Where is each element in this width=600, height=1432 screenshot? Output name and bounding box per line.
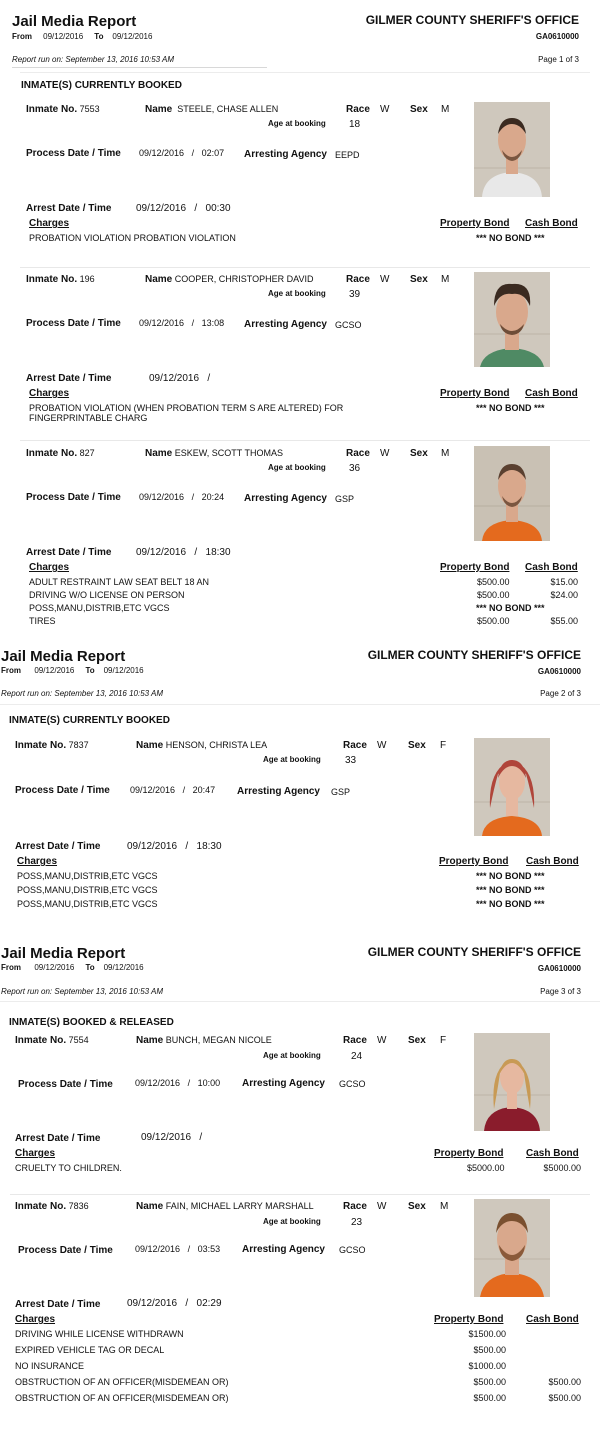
race-value: W <box>380 104 390 115</box>
age-label: Age at booking <box>268 119 326 128</box>
cash-bond-label: Cash Bond <box>525 562 578 573</box>
to-label: To <box>85 963 95 972</box>
inmate-name <box>145 274 313 285</box>
arrest-label: Arrest Date / Time <box>15 1133 101 1144</box>
race-value: W <box>380 274 390 285</box>
process-label: Process Date / Time <box>26 148 121 159</box>
mugshot-photo <box>474 1033 550 1131</box>
age-label: Age at booking <box>268 289 326 298</box>
sex-value: M <box>441 274 450 285</box>
from-date: 09/12/2016 <box>43 32 84 41</box>
cash-bond-label: Cash Bond <box>526 1148 579 1159</box>
arrest-time: 18:30 <box>205 547 231 558</box>
date-range <box>1 666 144 675</box>
inmate-number <box>15 1201 89 1212</box>
slash: / <box>187 1244 191 1254</box>
cash-bond: $5000.00 <box>543 1163 581 1173</box>
inmate-number <box>15 740 89 751</box>
age-value: 23 <box>351 1217 363 1228</box>
process-datetime <box>130 785 215 795</box>
sex-label: Sex <box>410 274 428 285</box>
process-date: 09/12/2016 <box>139 492 185 502</box>
date-range <box>12 32 152 41</box>
section-divider <box>0 704 600 705</box>
process-time: 03:53 <box>197 1244 221 1254</box>
agency-label: Arresting Agency <box>244 149 327 160</box>
inmate-name <box>145 104 278 115</box>
process-datetime <box>135 1078 220 1088</box>
slash: / <box>182 785 186 795</box>
property-bond: $500.00 <box>477 590 510 600</box>
sex-value: F <box>440 1035 447 1046</box>
charge-text: OBSTRUCTION OF AN OFFICER(MISDEMEAN OR) <box>15 1377 229 1387</box>
no-bond: *** NO BOND *** <box>476 233 545 243</box>
property-bond: $500.00 <box>477 616 510 626</box>
race-label: Race <box>343 1035 367 1046</box>
slash: / <box>194 547 198 558</box>
race-label: Race <box>343 1201 367 1212</box>
arrest-datetime <box>141 1132 211 1143</box>
race-label: Race <box>346 448 370 459</box>
race-label: Race <box>346 104 370 115</box>
race-value: W <box>380 448 390 459</box>
arrest-label: Arrest Date / Time <box>26 547 112 558</box>
age-value: 39 <box>349 289 361 300</box>
name-value: HENSON, CHRISTA LEA <box>165 740 268 750</box>
property-bond: $5000.00 <box>467 1163 505 1173</box>
from-label: From <box>1 963 21 972</box>
inmate-name <box>136 740 267 751</box>
mugshot-image <box>474 738 550 836</box>
inmate-no-label: Inmate No. <box>15 1035 67 1046</box>
page-number: Page 3 of 3 <box>540 987 581 996</box>
slash: / <box>207 373 211 384</box>
charge-text: ADULT RESTRAINT LAW SEAT BELT 18 AN <box>29 577 210 587</box>
cash-bond-label: Cash Bond <box>526 856 579 867</box>
process-time: 20:24 <box>201 492 225 502</box>
inmate-number <box>26 448 95 459</box>
race-label: Race <box>346 274 370 285</box>
charges-label: Charges <box>29 388 70 399</box>
inmate-no-value: 7837 <box>68 740 89 750</box>
cash-bond-label: Cash Bond <box>525 218 578 229</box>
page-number: Page 1 of 3 <box>538 55 579 64</box>
arrest-date: 09/12/2016 <box>136 203 187 214</box>
from-label: From <box>1 666 21 675</box>
arrest-datetime <box>136 203 231 214</box>
cash-bond-label: Cash Bond <box>526 1314 579 1325</box>
agency-value: GCSO <box>335 320 362 330</box>
charge-text: PROBATION VIOLATION PROBATION VIOLATION <box>29 233 236 243</box>
agency-label: Arresting Agency <box>242 1244 325 1255</box>
sex-label: Sex <box>408 1035 426 1046</box>
process-datetime <box>139 492 224 502</box>
no-bond: *** NO BOND *** <box>476 403 545 413</box>
arrest-datetime <box>127 841 222 852</box>
name-label: Name <box>145 104 173 115</box>
property-bond-label: Property Bond <box>440 218 510 229</box>
no-bond: *** NO BOND *** <box>476 603 545 613</box>
from-label: From <box>12 32 32 41</box>
mugshot-image <box>474 102 550 197</box>
section-divider <box>20 72 590 73</box>
sex-value: M <box>441 104 450 115</box>
cash-bond: $55.00 <box>550 616 578 626</box>
charge-text: POSS,MANU,DISTRIB,ETC VGCS <box>17 899 158 909</box>
sex-label: Sex <box>410 104 428 115</box>
agency-name: GILMER COUNTY SHERIFF'S OFFICE <box>367 648 581 662</box>
process-label: Process Date / Time <box>18 1245 113 1256</box>
section-title: INMATE(S) CURRENTLY BOOKED <box>21 80 182 91</box>
report-title: Jail Media Report <box>1 648 126 665</box>
inmate-name <box>145 448 283 459</box>
age-value: 36 <box>349 463 361 474</box>
arrest-datetime <box>127 1298 222 1309</box>
agency-value: GSP <box>331 787 351 797</box>
slash: / <box>199 1132 203 1143</box>
property-bond-label: Property Bond <box>440 562 510 573</box>
charge-text: OBSTRUCTION OF AN OFFICER(MISDEMEAN OR) <box>15 1393 229 1403</box>
agency-code: GA0610000 <box>537 964 581 973</box>
from-date: 09/12/2016 <box>34 963 75 972</box>
charges-label: Charges <box>29 562 70 573</box>
arrest-time: 00:30 <box>205 203 231 214</box>
charge-text: POSS,MANU,DISTRIB,ETC VGCS <box>29 603 170 613</box>
mugshot-photo <box>474 446 550 541</box>
section-divider <box>0 1001 600 1002</box>
agency-label: Arresting Agency <box>244 319 327 330</box>
race-value: W <box>377 1201 387 1212</box>
arrest-date: 09/12/2016 <box>141 1132 192 1143</box>
process-label: Process Date / Time <box>18 1079 113 1090</box>
charges-label: Charges <box>15 1314 56 1325</box>
arrest-date: 09/12/2016 <box>136 547 187 558</box>
mugshot-image <box>474 1199 550 1297</box>
age-value: 18 <box>349 119 361 130</box>
process-time: 10:00 <box>197 1078 221 1088</box>
agency-label: Arresting Agency <box>244 493 327 504</box>
section-title: INMATE(S) CURRENTLY BOOKED <box>9 715 170 726</box>
header-divider <box>12 67 267 68</box>
to-label: To <box>94 32 104 41</box>
arrest-datetime <box>149 373 219 384</box>
inmate-no-label: Inmate No. <box>26 274 78 285</box>
name-label: Name <box>145 274 173 285</box>
race-value: W <box>377 740 387 751</box>
slash: / <box>194 203 198 214</box>
no-bond: *** NO BOND *** <box>476 885 545 895</box>
agency-code: GA0610000 <box>535 32 579 41</box>
cash-bond: $500.00 <box>548 1393 581 1403</box>
record-divider <box>10 1194 590 1195</box>
property-bond: $500.00 <box>473 1393 506 1403</box>
charge-text: DRIVING W/O LICENSE ON PERSON <box>29 590 185 600</box>
charges-label: Charges <box>29 218 70 229</box>
charge-text: TIRES <box>29 616 56 626</box>
slash: / <box>185 1298 189 1309</box>
process-datetime <box>139 148 224 158</box>
inmate-number <box>15 1035 89 1046</box>
agency-value: EEPD <box>335 150 360 160</box>
sex-label: Sex <box>408 1201 426 1212</box>
mugshot-photo <box>474 1199 550 1297</box>
process-date: 09/12/2016 <box>139 318 185 328</box>
agency-code: GA0610000 <box>537 667 581 676</box>
slash: / <box>185 841 189 852</box>
agency-value: GCSO <box>339 1079 366 1089</box>
inmate-no-value: 7836 <box>68 1201 89 1211</box>
inmate-no-label: Inmate No. <box>15 740 67 751</box>
mugshot-photo <box>474 102 550 197</box>
inmate-number <box>26 104 100 115</box>
sex-value: F <box>440 740 447 751</box>
process-time: 13:08 <box>201 318 225 328</box>
agency-name: GILMER COUNTY SHERIFF'S OFFICE <box>365 13 579 27</box>
to-date: 09/12/2016 <box>112 32 153 41</box>
property-bond-label: Property Bond <box>434 1148 504 1159</box>
report-title: Jail Media Report <box>12 13 137 30</box>
charge-text: FINGERPRINTABLE CHARG <box>29 413 148 423</box>
property-bond: $1000.00 <box>468 1361 506 1371</box>
process-label: Process Date / Time <box>15 785 110 796</box>
inmate-no-value: 7554 <box>68 1035 89 1045</box>
cash-bond: $24.00 <box>550 590 578 600</box>
age-value: 33 <box>345 755 357 766</box>
report-run-line: Report run on: September 13, 2016 10:53 AM <box>12 55 175 64</box>
cash-bond-label: Cash Bond <box>525 388 578 399</box>
age-value: 24 <box>351 1051 363 1062</box>
mugshot-photo <box>474 738 550 836</box>
sex-label: Sex <box>408 740 426 751</box>
name-label: Name <box>136 1201 164 1212</box>
process-date: 09/12/2016 <box>135 1244 181 1254</box>
race-label: Race <box>343 740 367 751</box>
inmate-number <box>26 274 95 285</box>
charge-text: POSS,MANU,DISTRIB,ETC VGCS <box>17 885 158 895</box>
report-page-1 <box>0 0 600 640</box>
page-number: Page 2 of 3 <box>540 689 581 698</box>
process-label: Process Date / Time <box>26 492 121 503</box>
name-value: ESKEW, SCOTT THOMAS <box>174 448 283 458</box>
name-label: Name <box>136 1035 164 1046</box>
inmate-no-value: 7553 <box>79 104 100 114</box>
name-value: FAIN, MICHAEL LARRY MARSHALL <box>165 1201 314 1211</box>
report-page-2 <box>0 640 600 940</box>
arrest-label: Arrest Date / Time <box>26 203 112 214</box>
process-datetime <box>139 318 224 328</box>
agency-label: Arresting Agency <box>242 1078 325 1089</box>
property-bond: $500.00 <box>473 1345 506 1355</box>
name-value: BUNCH, MEGAN NICOLE <box>165 1035 272 1045</box>
mugshot-photo <box>474 272 550 367</box>
charge-text: PROBATION VIOLATION (WHEN PROBATION TERM S ARE ALTERED) FOR <box>29 403 344 413</box>
from-date: 09/12/2016 <box>34 666 75 675</box>
name-value: STEELE, CHASE ALLEN <box>177 104 279 114</box>
process-time: 02:07 <box>201 148 225 158</box>
inmate-no-label: Inmate No. <box>26 104 78 115</box>
race-value: W <box>377 1035 387 1046</box>
charge-text: DRIVING WHILE LICENSE WITHDRAWN <box>15 1329 184 1339</box>
date-range <box>1 963 144 972</box>
property-bond-label: Property Bond <box>434 1314 504 1325</box>
property-bond: $1500.00 <box>468 1329 506 1339</box>
slash: / <box>191 318 195 328</box>
arrest-label: Arrest Date / Time <box>26 373 112 384</box>
slash: / <box>191 492 195 502</box>
inmate-name <box>136 1201 314 1212</box>
name-label: Name <box>145 448 173 459</box>
sex-value: M <box>441 448 450 459</box>
agency-name: GILMER COUNTY SHERIFF'S OFFICE <box>367 945 581 959</box>
section-title: INMATE(S) BOOKED & RELEASED <box>9 1017 174 1028</box>
arrest-date: 09/12/2016 <box>127 841 178 852</box>
property-bond-label: Property Bond <box>440 388 510 399</box>
process-date: 09/12/2016 <box>139 148 185 158</box>
arrest-label: Arrest Date / Time <box>15 1299 101 1310</box>
charge-text: EXPIRED VEHICLE TAG OR DECAL <box>15 1345 165 1355</box>
charge-text: NO INSURANCE <box>15 1361 85 1371</box>
age-label: Age at booking <box>263 1217 321 1226</box>
inmate-no-label: Inmate No. <box>26 448 78 459</box>
slash: / <box>191 148 195 158</box>
arrest-date: 09/12/2016 <box>127 1298 178 1309</box>
arrest-time: 02:29 <box>196 1298 222 1309</box>
arrest-date: 09/12/2016 <box>149 373 200 384</box>
property-bond: $500.00 <box>473 1377 506 1387</box>
arrest-label: Arrest Date / Time <box>15 841 101 852</box>
to-label: To <box>85 666 95 675</box>
mugshot-image <box>474 272 550 367</box>
age-label: Age at booking <box>263 755 321 764</box>
record-divider <box>20 440 590 441</box>
mugshot-image <box>474 1033 550 1131</box>
agency-value: GCSO <box>339 1245 366 1255</box>
inmate-no-label: Inmate No. <box>15 1201 67 1212</box>
report-page-3 <box>0 937 600 1432</box>
agency-label: Arresting Agency <box>237 786 320 797</box>
process-label: Process Date / Time <box>26 318 121 329</box>
cash-bond: $15.00 <box>550 577 578 587</box>
report-run-line: Report run on: September 13, 2016 10:53 AM <box>1 689 164 698</box>
name-value: COOPER, CHRISTOPHER DAVID <box>174 274 314 284</box>
cash-bond: $500.00 <box>548 1377 581 1387</box>
process-datetime <box>135 1244 220 1254</box>
agency-value: GSP <box>335 494 355 504</box>
report-run-line: Report run on: September 13, 2016 10:53 AM <box>1 987 164 996</box>
process-date: 09/12/2016 <box>135 1078 181 1088</box>
charges-label: Charges <box>15 1148 56 1159</box>
inmate-no-value: 196 <box>79 274 95 284</box>
arrest-datetime <box>136 547 231 558</box>
process-time: 20:47 <box>192 785 216 795</box>
report-title: Jail Media Report <box>1 945 126 962</box>
property-bond: $500.00 <box>477 577 510 587</box>
arrest-time: 18:30 <box>196 841 222 852</box>
record-divider <box>20 267 590 268</box>
inmate-no-value: 827 <box>79 448 95 458</box>
no-bond: *** NO BOND *** <box>476 871 545 881</box>
charge-text: CRUELTY TO CHILDREN. <box>15 1163 122 1173</box>
no-bond: *** NO BOND *** <box>476 899 545 909</box>
inmate-name <box>136 1035 272 1046</box>
to-date: 09/12/2016 <box>103 666 144 675</box>
mugshot-image <box>474 446 550 541</box>
sex-value: M <box>440 1201 449 1212</box>
charge-text: POSS,MANU,DISTRIB,ETC VGCS <box>17 871 158 881</box>
property-bond-label: Property Bond <box>439 856 509 867</box>
process-date: 09/12/2016 <box>130 785 176 795</box>
age-label: Age at booking <box>263 1051 321 1060</box>
slash: / <box>187 1078 191 1088</box>
to-date: 09/12/2016 <box>103 963 144 972</box>
age-label: Age at booking <box>268 463 326 472</box>
name-label: Name <box>136 740 164 751</box>
sex-label: Sex <box>410 448 428 459</box>
charges-label: Charges <box>17 856 58 867</box>
